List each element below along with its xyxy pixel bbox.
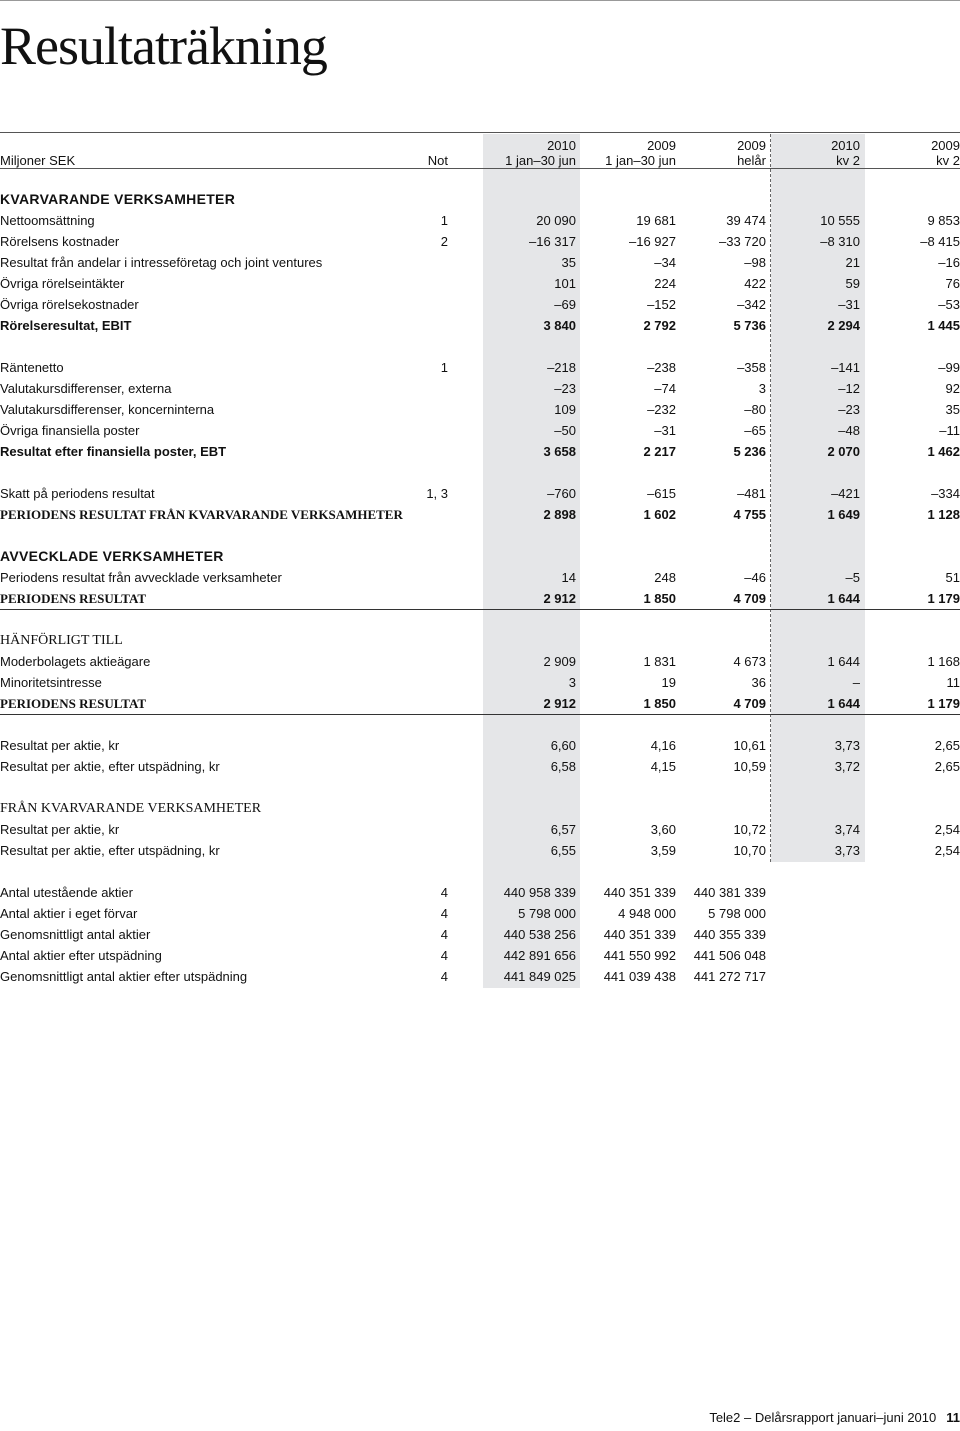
page-footer bbox=[709, 1408, 960, 1428]
row-value: 5 236 bbox=[733, 444, 766, 459]
row-value: 10,59 bbox=[733, 759, 766, 774]
table-row bbox=[0, 273, 960, 294]
table-row bbox=[0, 441, 960, 462]
row-label: Genomsnittligt antal aktier bbox=[0, 927, 151, 942]
table-row bbox=[0, 756, 960, 777]
row-label: FRÅN KVARVARANDE VERKSAMHETER bbox=[0, 801, 262, 816]
table-row bbox=[0, 252, 960, 273]
row-value: 441 550 992 bbox=[603, 948, 676, 963]
table-row bbox=[0, 504, 960, 525]
table-row bbox=[0, 294, 960, 315]
row-value: 4 709 bbox=[733, 591, 766, 606]
row-value: 1 649 bbox=[827, 507, 860, 522]
row-value: –8 415 bbox=[920, 234, 960, 249]
row-value: –80 bbox=[744, 402, 766, 417]
row-value: 51 bbox=[945, 570, 960, 585]
row-note: 4 bbox=[440, 948, 448, 963]
row-value: –34 bbox=[654, 255, 676, 270]
not-label: Not bbox=[427, 153, 448, 168]
row-value: 1 179 bbox=[927, 591, 960, 606]
col-year: 2010 bbox=[831, 138, 860, 153]
table-row bbox=[0, 903, 960, 924]
row-label: Resultat efter finansiella poster, EBT bbox=[0, 444, 227, 459]
table-row bbox=[0, 672, 960, 693]
row-value: 5 798 000 bbox=[708, 906, 766, 921]
row-value: 2 912 bbox=[543, 696, 576, 711]
row-label: Skatt på periodens resultat bbox=[0, 486, 155, 501]
row-value: 3,74 bbox=[834, 822, 860, 837]
row-label: AVVECKLADE VERKSAMHETER bbox=[0, 548, 224, 564]
row-value: 6,58 bbox=[550, 759, 576, 774]
col-header-4 bbox=[770, 134, 860, 168]
header-rule-bottom bbox=[0, 168, 960, 169]
row-value: 441 506 048 bbox=[693, 948, 766, 963]
row-value: 440 351 339 bbox=[603, 927, 676, 942]
row-note: 2 bbox=[440, 234, 448, 249]
row-value: –53 bbox=[938, 297, 960, 312]
table-row bbox=[0, 735, 960, 756]
row-label: Minoritetsintresse bbox=[0, 675, 102, 690]
row-value: 35 bbox=[945, 402, 960, 417]
row-value: 440 381 339 bbox=[693, 885, 766, 900]
row-value: 2,54 bbox=[934, 843, 960, 858]
row-value: –23 bbox=[554, 381, 576, 396]
row-note: 4 bbox=[440, 969, 448, 984]
header-rule-top bbox=[0, 132, 960, 133]
table-header bbox=[0, 134, 960, 168]
page-number: 11 bbox=[946, 1410, 960, 1425]
row-value: 109 bbox=[554, 402, 576, 417]
row-value: 39 474 bbox=[726, 213, 766, 228]
row-value: –50 bbox=[554, 423, 576, 438]
row-value: 2 912 bbox=[543, 591, 576, 606]
row-value: –11 bbox=[939, 423, 960, 438]
col-period: kv 2 bbox=[836, 153, 860, 168]
row-value: 422 bbox=[744, 276, 766, 291]
row-value: 2,65 bbox=[934, 738, 960, 753]
row-value: –33 720 bbox=[719, 234, 766, 249]
table-row bbox=[0, 420, 960, 441]
row-value: 3 bbox=[568, 675, 576, 690]
row-value: 3,59 bbox=[650, 843, 676, 858]
row-label: Moderbolagets aktieägare bbox=[0, 654, 151, 669]
row-note: 4 bbox=[440, 885, 448, 900]
row-value: 2 217 bbox=[643, 444, 676, 459]
row-value: 10,72 bbox=[733, 822, 766, 837]
table-row bbox=[0, 882, 960, 903]
row-label: Nettoomsättning bbox=[0, 213, 95, 228]
table-row bbox=[0, 231, 960, 252]
row-value: –342 bbox=[737, 297, 766, 312]
col-header-1 bbox=[480, 134, 576, 168]
row-value: 92 bbox=[945, 381, 960, 396]
row-value: –31 bbox=[654, 423, 676, 438]
row-value: 2 898 bbox=[543, 507, 576, 522]
row-value: 6,57 bbox=[550, 822, 576, 837]
row-value: 35 bbox=[561, 255, 576, 270]
col-period: 1 jan–30 jun bbox=[505, 153, 576, 168]
row-value: 5 798 000 bbox=[518, 906, 576, 921]
row-label: Antal aktier i eget förvar bbox=[0, 906, 138, 921]
col-header-3 bbox=[676, 134, 766, 168]
row-value: –69 bbox=[554, 297, 576, 312]
row-value: –238 bbox=[647, 360, 676, 375]
row-value: 10,70 bbox=[733, 843, 766, 858]
row-label: Resultat per aktie, kr bbox=[0, 738, 120, 753]
row-value: –98 bbox=[744, 255, 766, 270]
table-row bbox=[0, 483, 960, 504]
table-row bbox=[0, 945, 960, 966]
footer-text: Tele2 – Delårsrapport januari–juni 2010 bbox=[709, 1410, 937, 1425]
row-note: 1 bbox=[440, 360, 448, 375]
not-header bbox=[400, 134, 448, 168]
row-value: 1 179 bbox=[927, 696, 960, 711]
table-row bbox=[0, 588, 960, 610]
row-value: 1 850 bbox=[643, 696, 676, 711]
row-value: –16 927 bbox=[629, 234, 676, 249]
row-value: –16 bbox=[938, 255, 960, 270]
row-value: 441 849 025 bbox=[503, 969, 576, 984]
table-row bbox=[0, 189, 960, 210]
row-value: 3,60 bbox=[650, 822, 676, 837]
row-value: 440 958 339 bbox=[503, 885, 576, 900]
table-row bbox=[0, 651, 960, 672]
col-header-5 bbox=[864, 134, 960, 168]
row-value: –5 bbox=[845, 570, 860, 585]
row-value: 1 644 bbox=[827, 591, 860, 606]
row-value: –232 bbox=[647, 402, 676, 417]
row-value: 6,55 bbox=[550, 843, 576, 858]
row-value: 14 bbox=[561, 570, 576, 585]
row-label: PERIODENS RESULTAT FRÅN KVARVARANDE VERKSAMHETER bbox=[0, 507, 403, 522]
row-value: 1 128 bbox=[927, 507, 960, 522]
unit-label-cell bbox=[0, 134, 200, 168]
row-value: 5 736 bbox=[733, 318, 766, 333]
row-value: 224 bbox=[654, 276, 676, 291]
row-value: –334 bbox=[931, 486, 960, 501]
row-label: Genomsnittligt antal aktier efter utspädning bbox=[0, 969, 248, 984]
col-header-2 bbox=[580, 134, 676, 168]
row-value: –141 bbox=[831, 360, 860, 375]
row-value: 2,65 bbox=[934, 759, 960, 774]
row-note: 4 bbox=[440, 906, 448, 921]
row-value: –16 317 bbox=[529, 234, 576, 249]
row-label: Resultat per aktie, kr bbox=[0, 822, 120, 837]
row-value: –74 bbox=[654, 381, 676, 396]
row-value: 4 948 000 bbox=[618, 906, 676, 921]
table-row bbox=[0, 924, 960, 945]
row-value: 4,16 bbox=[650, 738, 676, 753]
row-value: –152 bbox=[647, 297, 676, 312]
col-period: kv 2 bbox=[936, 153, 960, 168]
col-year: 2009 bbox=[737, 138, 766, 153]
table-row bbox=[0, 357, 960, 378]
row-label: Antal aktier efter utspädning bbox=[0, 948, 162, 963]
row-value: 21 bbox=[845, 255, 860, 270]
row-value: 2 294 bbox=[827, 318, 860, 333]
table-row bbox=[0, 966, 960, 987]
row-value: 76 bbox=[945, 276, 960, 291]
row-note: 1, 3 bbox=[426, 486, 448, 501]
unit-label: Miljoner SEK bbox=[0, 153, 76, 168]
row-value: 3,72 bbox=[834, 759, 860, 774]
row-value: 6,60 bbox=[550, 738, 576, 753]
row-value: 2 792 bbox=[643, 318, 676, 333]
col-year: 2009 bbox=[931, 138, 960, 153]
row-value: 440 538 256 bbox=[503, 927, 576, 942]
row-label: Resultat per aktie, efter utspädning, kr bbox=[0, 843, 220, 858]
row-value: 19 bbox=[661, 675, 676, 690]
row-value: 1 831 bbox=[643, 654, 676, 669]
row-value: 19 681 bbox=[636, 213, 676, 228]
row-value: 4 755 bbox=[733, 507, 766, 522]
row-value: 442 891 656 bbox=[503, 948, 576, 963]
row-value: 2 070 bbox=[827, 444, 860, 459]
table-row bbox=[0, 630, 960, 651]
row-label: Övriga rörelsekostnader bbox=[0, 297, 139, 312]
row-value: 3 658 bbox=[543, 444, 576, 459]
row-label: Valutakursdifferenser, externa bbox=[0, 381, 172, 396]
row-label: Valutakursdifferenser, koncerninterna bbox=[0, 402, 215, 417]
row-value: 3 840 bbox=[543, 318, 576, 333]
table-row bbox=[0, 798, 960, 819]
row-value: –760 bbox=[547, 486, 576, 501]
row-value: –12 bbox=[838, 381, 860, 396]
row-label: Räntenetto bbox=[0, 360, 64, 375]
row-value: 11 bbox=[946, 675, 960, 690]
row-value: 4 673 bbox=[733, 654, 766, 669]
row-value: 101 bbox=[554, 276, 576, 291]
row-label: PERIODENS RESULTAT bbox=[0, 696, 147, 711]
row-value: 248 bbox=[654, 570, 676, 585]
row-label: Övriga rörelseintäkter bbox=[0, 276, 125, 291]
row-value: 440 351 339 bbox=[603, 885, 676, 900]
row-label: Periodens resultat från avvecklade verksamheter bbox=[0, 570, 282, 585]
row-value: 440 355 339 bbox=[693, 927, 766, 942]
table-row bbox=[0, 819, 960, 840]
row-value: –48 bbox=[838, 423, 860, 438]
row-value: 3,73 bbox=[834, 843, 860, 858]
row-value: –31 bbox=[838, 297, 860, 312]
row-value: 3,73 bbox=[834, 738, 860, 753]
row-value: –421 bbox=[831, 486, 860, 501]
row-value: 441 039 438 bbox=[603, 969, 676, 984]
row-label: Antal utestående aktier bbox=[0, 885, 133, 900]
row-label: Övriga finansiella poster bbox=[0, 423, 140, 438]
row-label: PERIODENS RESULTAT bbox=[0, 591, 147, 606]
col-year: 2010 bbox=[547, 138, 576, 153]
row-value: 4 709 bbox=[733, 696, 766, 711]
col-year: 2009 bbox=[647, 138, 676, 153]
row-value: 59 bbox=[845, 276, 860, 291]
table-row bbox=[0, 567, 960, 588]
row-value: 1 850 bbox=[643, 591, 676, 606]
row-label: KVARVARANDE VERKSAMHETER bbox=[0, 191, 236, 207]
row-value: 4,15 bbox=[650, 759, 676, 774]
table-row bbox=[0, 378, 960, 399]
table-row bbox=[0, 693, 960, 715]
row-label: Resultat från andelar i intresseföretag och joint ventures bbox=[0, 255, 323, 270]
row-value: 2 909 bbox=[543, 654, 576, 669]
row-value: –99 bbox=[938, 360, 960, 375]
page-title: Resultaträkning bbox=[0, 16, 327, 76]
table-row bbox=[0, 315, 960, 336]
row-value: –615 bbox=[647, 486, 676, 501]
top-rule bbox=[0, 0, 960, 1]
table-row bbox=[0, 210, 960, 231]
row-value: 441 272 717 bbox=[693, 969, 766, 984]
row-value: 20 090 bbox=[536, 213, 576, 228]
row-value: 1 644 bbox=[827, 696, 860, 711]
row-value: –8 310 bbox=[820, 234, 860, 249]
table-row bbox=[0, 399, 960, 420]
row-value: – bbox=[852, 675, 860, 690]
col-period: helår bbox=[737, 153, 766, 168]
row-value: –23 bbox=[838, 402, 860, 417]
row-value: –481 bbox=[737, 486, 766, 501]
row-value: –46 bbox=[744, 570, 766, 585]
row-value: 1 644 bbox=[827, 654, 860, 669]
row-label: HÄNFÖRLIGT TILL bbox=[0, 633, 123, 648]
row-value: –358 bbox=[737, 360, 766, 375]
row-value: –218 bbox=[547, 360, 576, 375]
row-value: 9 853 bbox=[927, 213, 960, 228]
row-value: 1 602 bbox=[643, 507, 676, 522]
table-row bbox=[0, 840, 960, 861]
row-note: 1 bbox=[440, 213, 448, 228]
row-value: 1 445 bbox=[927, 318, 960, 333]
row-value: 3 bbox=[758, 381, 766, 396]
row-value: 10,61 bbox=[733, 738, 766, 753]
row-value: 2,54 bbox=[934, 822, 960, 837]
row-label: Rörelseresultat, EBIT bbox=[0, 318, 132, 333]
row-value: 10 555 bbox=[820, 213, 860, 228]
row-value: –65 bbox=[744, 423, 766, 438]
row-label: Resultat per aktie, efter utspädning, kr bbox=[0, 759, 220, 774]
col-period: 1 jan–30 jun bbox=[605, 153, 676, 168]
row-label: Rörelsens kostnader bbox=[0, 234, 120, 249]
row-note: 4 bbox=[440, 927, 448, 942]
table-row bbox=[0, 546, 960, 567]
row-value: 1 462 bbox=[927, 444, 960, 459]
row-value: 36 bbox=[751, 675, 766, 690]
row-value: 1 168 bbox=[927, 654, 960, 669]
